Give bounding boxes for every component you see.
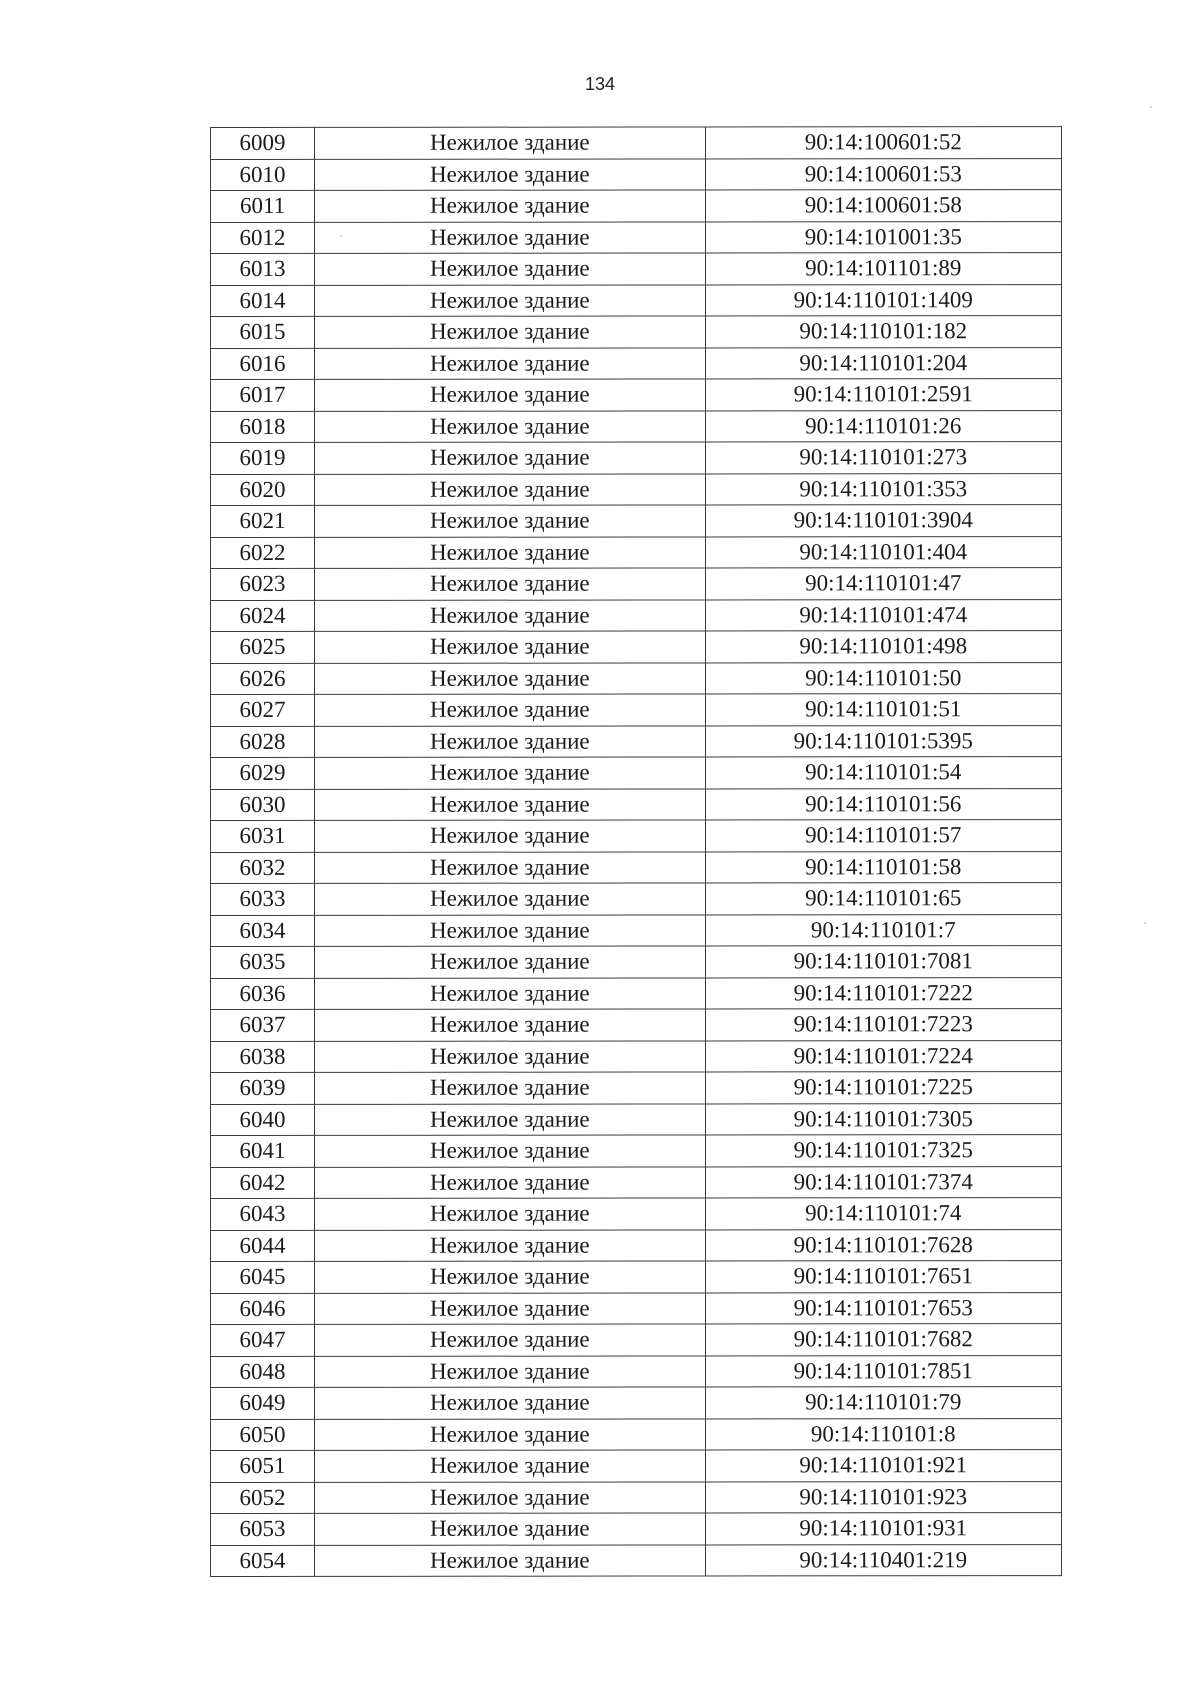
row-number-cell: 6040 (211, 1104, 315, 1136)
table-row (211, 1229, 1062, 1261)
cadastral-number-cell: 90:14:110101:7222 (705, 977, 1061, 1009)
row-number-cell: 6036 (211, 978, 315, 1010)
scan-speck (340, 235, 342, 237)
object-type-cell: Нежилое здание (315, 568, 705, 600)
cadastral-number-cell: 90:14:101001:35 (705, 221, 1061, 253)
object-type-cell: Нежилое здание (315, 536, 705, 568)
row-number-cell: 6053 (211, 1513, 315, 1545)
table-row (211, 221, 1062, 253)
table-row (211, 883, 1062, 915)
cadastral-number-cell: 90:14:110101:54 (705, 757, 1061, 789)
table-row (211, 505, 1062, 537)
cadastral-number-cell: 90:14:110101:7224 (705, 1040, 1061, 1072)
object-type-cell: Нежилое здание (315, 1544, 705, 1576)
table-row (211, 190, 1062, 222)
row-number-cell: 6050 (211, 1419, 315, 1451)
cadastral-number-cell: 90:14:110101:7374 (705, 1166, 1061, 1198)
cadastral-number-cell: 90:14:110101:2591 (705, 379, 1061, 411)
cadastral-number-cell: 90:14:110101:51 (705, 694, 1061, 726)
object-type-cell: Нежилое здание (315, 1355, 705, 1387)
table-row (211, 788, 1062, 820)
table-row (211, 1261, 1062, 1293)
table-row (211, 410, 1062, 442)
cadastral-number-cell: 90:14:110101:923 (705, 1481, 1061, 1513)
row-number-cell: 6028 (211, 726, 315, 758)
table-row (211, 253, 1062, 285)
object-type-cell: Нежилое здание (315, 1072, 705, 1104)
row-number-cell: 6013 (211, 253, 315, 285)
table-row (211, 1324, 1062, 1356)
object-type-cell: Нежилое здание (315, 1324, 705, 1356)
cadastral-number-cell: 90:14:110101:50 (705, 662, 1061, 694)
object-type-cell: Нежилое здание (315, 914, 705, 946)
row-number-cell: 6052 (211, 1482, 315, 1514)
table-row (211, 820, 1062, 852)
object-type-cell: Нежилое здание (315, 410, 705, 442)
table-row (211, 725, 1062, 757)
row-number-cell: 6039 (211, 1072, 315, 1104)
cadastral-number-cell: 90:14:110101:474 (705, 599, 1061, 631)
table-row (211, 536, 1062, 568)
table-row (211, 1418, 1062, 1450)
row-number-cell: 6011 (211, 190, 315, 222)
cadastral-number-cell: 90:14:100601:52 (705, 127, 1061, 159)
row-number-cell: 6009 (211, 127, 315, 159)
object-type-cell: Нежилое здание (315, 851, 705, 883)
row-number-cell: 6046 (211, 1293, 315, 1325)
cadastral-number-cell: 90:14:100601:53 (705, 158, 1061, 190)
cadastral-number-cell: 90:14:110101:931 (705, 1513, 1061, 1545)
registry-table-body (211, 127, 1062, 1577)
row-number-cell: 6027 (211, 694, 315, 726)
table-row (211, 316, 1062, 348)
row-number-cell: 6021 (211, 505, 315, 537)
row-number-cell: 6030 (211, 789, 315, 821)
object-type-cell: Нежилое здание (315, 1040, 705, 1072)
table-row (211, 1292, 1062, 1324)
row-number-cell: 6047 (211, 1324, 315, 1356)
cadastral-number-cell: 90:14:110101:7628 (705, 1229, 1061, 1261)
object-type-cell: Нежилое здание (315, 316, 705, 348)
row-number-cell: 6022 (211, 537, 315, 569)
row-number-cell: 6025 (211, 631, 315, 663)
cadastral-number-cell: 90:14:101101:89 (705, 253, 1061, 285)
row-number-cell: 6023 (211, 568, 315, 600)
cadastral-number-cell: 90:14:110101:5395 (705, 725, 1061, 757)
scan-speck (1144, 922, 1146, 924)
table-row (211, 1040, 1062, 1072)
table-row (211, 1544, 1062, 1576)
object-type-cell: Нежилое здание (315, 473, 705, 505)
cadastral-number-cell: 90:14:110101:26 (705, 410, 1061, 442)
cadastral-number-cell: 90:14:110101:58 (705, 851, 1061, 883)
page-number: 134 (584, 74, 616, 94)
row-number-cell: 6038 (211, 1041, 315, 1073)
object-type-cell: Нежилое здание (315, 1292, 705, 1324)
row-number-cell: 6054 (211, 1545, 315, 1577)
cadastral-number-cell: 90:14:110101:1409 (705, 284, 1061, 316)
object-type-cell: Нежилое здание (315, 221, 705, 253)
table-row (211, 1135, 1062, 1167)
cadastral-number-cell: 90:14:110101:56 (705, 788, 1061, 820)
row-number-cell: 6043 (211, 1198, 315, 1230)
object-type-cell: Нежилое здание (315, 1481, 705, 1513)
row-number-cell: 6049 (211, 1387, 315, 1419)
cadastral-number-cell: 90:14:110101:7653 (705, 1292, 1061, 1324)
object-type-cell: Нежилое здание (315, 631, 705, 663)
object-type-cell: Нежилое здание (315, 725, 705, 757)
cadastral-number-cell: 90:14:110101:79 (705, 1387, 1061, 1419)
cadastral-number-cell: 90:14:110101:7325 (705, 1135, 1061, 1167)
object-type-cell: Нежилое здание (315, 820, 705, 852)
object-type-cell: Нежилое здание (315, 883, 705, 915)
object-type-cell: Нежилое здание (315, 1418, 705, 1450)
cadastral-number-cell: 90:14:110101:7305 (705, 1103, 1061, 1135)
cadastral-number-cell: 90:14:110101:7223 (705, 1009, 1061, 1041)
row-number-cell: 6014 (211, 285, 315, 317)
table-row (211, 347, 1062, 379)
cadastral-number-cell: 90:14:110101:74 (705, 1198, 1061, 1230)
object-type-cell: Нежилое здание (315, 788, 705, 820)
table-row (211, 1009, 1062, 1041)
object-type-cell: Нежилое здание (315, 379, 705, 411)
table-row (211, 851, 1062, 883)
row-number-cell: 6029 (211, 757, 315, 789)
row-number-cell: 6018 (211, 411, 315, 443)
object-type-cell: Нежилое здание (315, 1135, 705, 1167)
object-type-cell: Нежилое здание (315, 1198, 705, 1230)
object-type-cell: Нежилое здание (315, 757, 705, 789)
table-row (211, 1166, 1062, 1198)
registry-table (210, 126, 1062, 1577)
row-number-cell: 6015 (211, 316, 315, 348)
row-number-cell: 6048 (211, 1356, 315, 1388)
cadastral-number-cell: 90:14:110101:273 (705, 442, 1061, 474)
table-row (211, 977, 1062, 1009)
cadastral-number-cell: 90:14:110101:7682 (705, 1324, 1061, 1356)
table-row (211, 1198, 1062, 1230)
table-row (211, 631, 1062, 663)
cadastral-number-cell: 90:14:110101:8 (705, 1418, 1061, 1450)
table-row (211, 284, 1062, 316)
object-type-cell: Нежилое здание (315, 1261, 705, 1293)
row-number-cell: 6035 (211, 946, 315, 978)
object-type-cell: Нежилое здание (315, 1166, 705, 1198)
table-row (211, 1072, 1062, 1104)
row-number-cell: 6031 (211, 820, 315, 852)
object-type-cell: Нежилое здание (315, 946, 705, 978)
row-number-cell: 6044 (211, 1230, 315, 1262)
table-row (211, 946, 1062, 978)
row-number-cell: 6042 (211, 1167, 315, 1199)
cadastral-number-cell: 90:14:110101:47 (705, 568, 1061, 600)
table-row (211, 694, 1062, 726)
row-number-cell: 6019 (211, 442, 315, 474)
object-type-cell: Нежилое здание (315, 1387, 705, 1419)
cadastral-number-cell: 90:14:110101:404 (705, 536, 1061, 568)
object-type-cell: Нежилое здание (315, 347, 705, 379)
table-row (211, 1387, 1062, 1419)
cadastral-number-cell: 90:14:110101:204 (705, 347, 1061, 379)
cadastral-number-cell: 90:14:110101:182 (705, 316, 1061, 348)
table-row (211, 379, 1062, 411)
row-number-cell: 6020 (211, 474, 315, 506)
table-row (211, 757, 1062, 789)
row-number-cell: 6033 (211, 883, 315, 915)
object-type-cell: Нежилое здание (315, 662, 705, 694)
row-number-cell: 6012 (211, 222, 315, 254)
cadastral-number-cell: 90:14:110101:7851 (705, 1355, 1061, 1387)
object-type-cell: Нежилое здание (315, 190, 705, 222)
row-number-cell: 6034 (211, 915, 315, 947)
row-number-cell: 6024 (211, 600, 315, 632)
table-row (211, 914, 1062, 946)
row-number-cell: 6041 (211, 1135, 315, 1167)
object-type-cell: Нежилое здание (315, 1513, 705, 1545)
row-number-cell: 6010 (211, 159, 315, 191)
object-type-cell: Нежилое здание (315, 977, 705, 1009)
cadastral-number-cell: 90:14:110101:498 (705, 631, 1061, 663)
table-row (211, 1103, 1062, 1135)
cadastral-number-cell: 90:14:110101:7 (705, 914, 1061, 946)
object-type-cell: Нежилое здание (315, 694, 705, 726)
object-type-cell: Нежилое здание (315, 158, 705, 190)
row-number-cell: 6045 (211, 1261, 315, 1293)
cadastral-number-cell: 90:14:110101:7225 (705, 1072, 1061, 1104)
table-row (211, 1513, 1062, 1545)
object-type-cell: Нежилое здание (315, 127, 705, 159)
cadastral-number-cell: 90:14:110101:921 (705, 1450, 1061, 1482)
table-row (211, 662, 1062, 694)
object-type-cell: Нежилое здание (315, 1103, 705, 1135)
cadastral-number-cell: 90:14:110401:219 (705, 1544, 1061, 1576)
row-number-cell: 6016 (211, 348, 315, 380)
cadastral-number-cell: 90:14:100601:58 (705, 190, 1061, 222)
scan-speck (1150, 106, 1152, 108)
row-number-cell: 6032 (211, 852, 315, 884)
cadastral-number-cell: 90:14:110101:3904 (705, 505, 1061, 537)
table-row (211, 1481, 1062, 1513)
object-type-cell: Нежилое здание (315, 505, 705, 537)
table-row (211, 568, 1062, 600)
object-type-cell: Нежилое здание (315, 284, 705, 316)
cadastral-number-cell: 90:14:110101:57 (705, 820, 1061, 852)
object-type-cell: Нежилое здание (315, 253, 705, 285)
table-row (211, 599, 1062, 631)
cadastral-number-cell: 90:14:110101:7651 (705, 1261, 1061, 1293)
cadastral-number-cell: 90:14:110101:7081 (705, 946, 1061, 978)
object-type-cell: Нежилое здание (315, 442, 705, 474)
object-type-cell: Нежилое здание (315, 599, 705, 631)
table-row (211, 1450, 1062, 1482)
row-number-cell: 6017 (211, 379, 315, 411)
object-type-cell: Нежилое здание (315, 1229, 705, 1261)
row-number-cell: 6051 (211, 1450, 315, 1482)
table-row (211, 158, 1062, 190)
table-row (211, 473, 1062, 505)
table-row (211, 127, 1062, 159)
row-number-cell: 6026 (211, 663, 315, 695)
table-row (211, 1355, 1062, 1387)
object-type-cell: Нежилое здание (315, 1009, 705, 1041)
cadastral-number-cell: 90:14:110101:65 (705, 883, 1061, 915)
cadastral-number-cell: 90:14:110101:353 (705, 473, 1061, 505)
table-row (211, 442, 1062, 474)
object-type-cell: Нежилое здание (315, 1450, 705, 1482)
row-number-cell: 6037 (211, 1009, 315, 1041)
